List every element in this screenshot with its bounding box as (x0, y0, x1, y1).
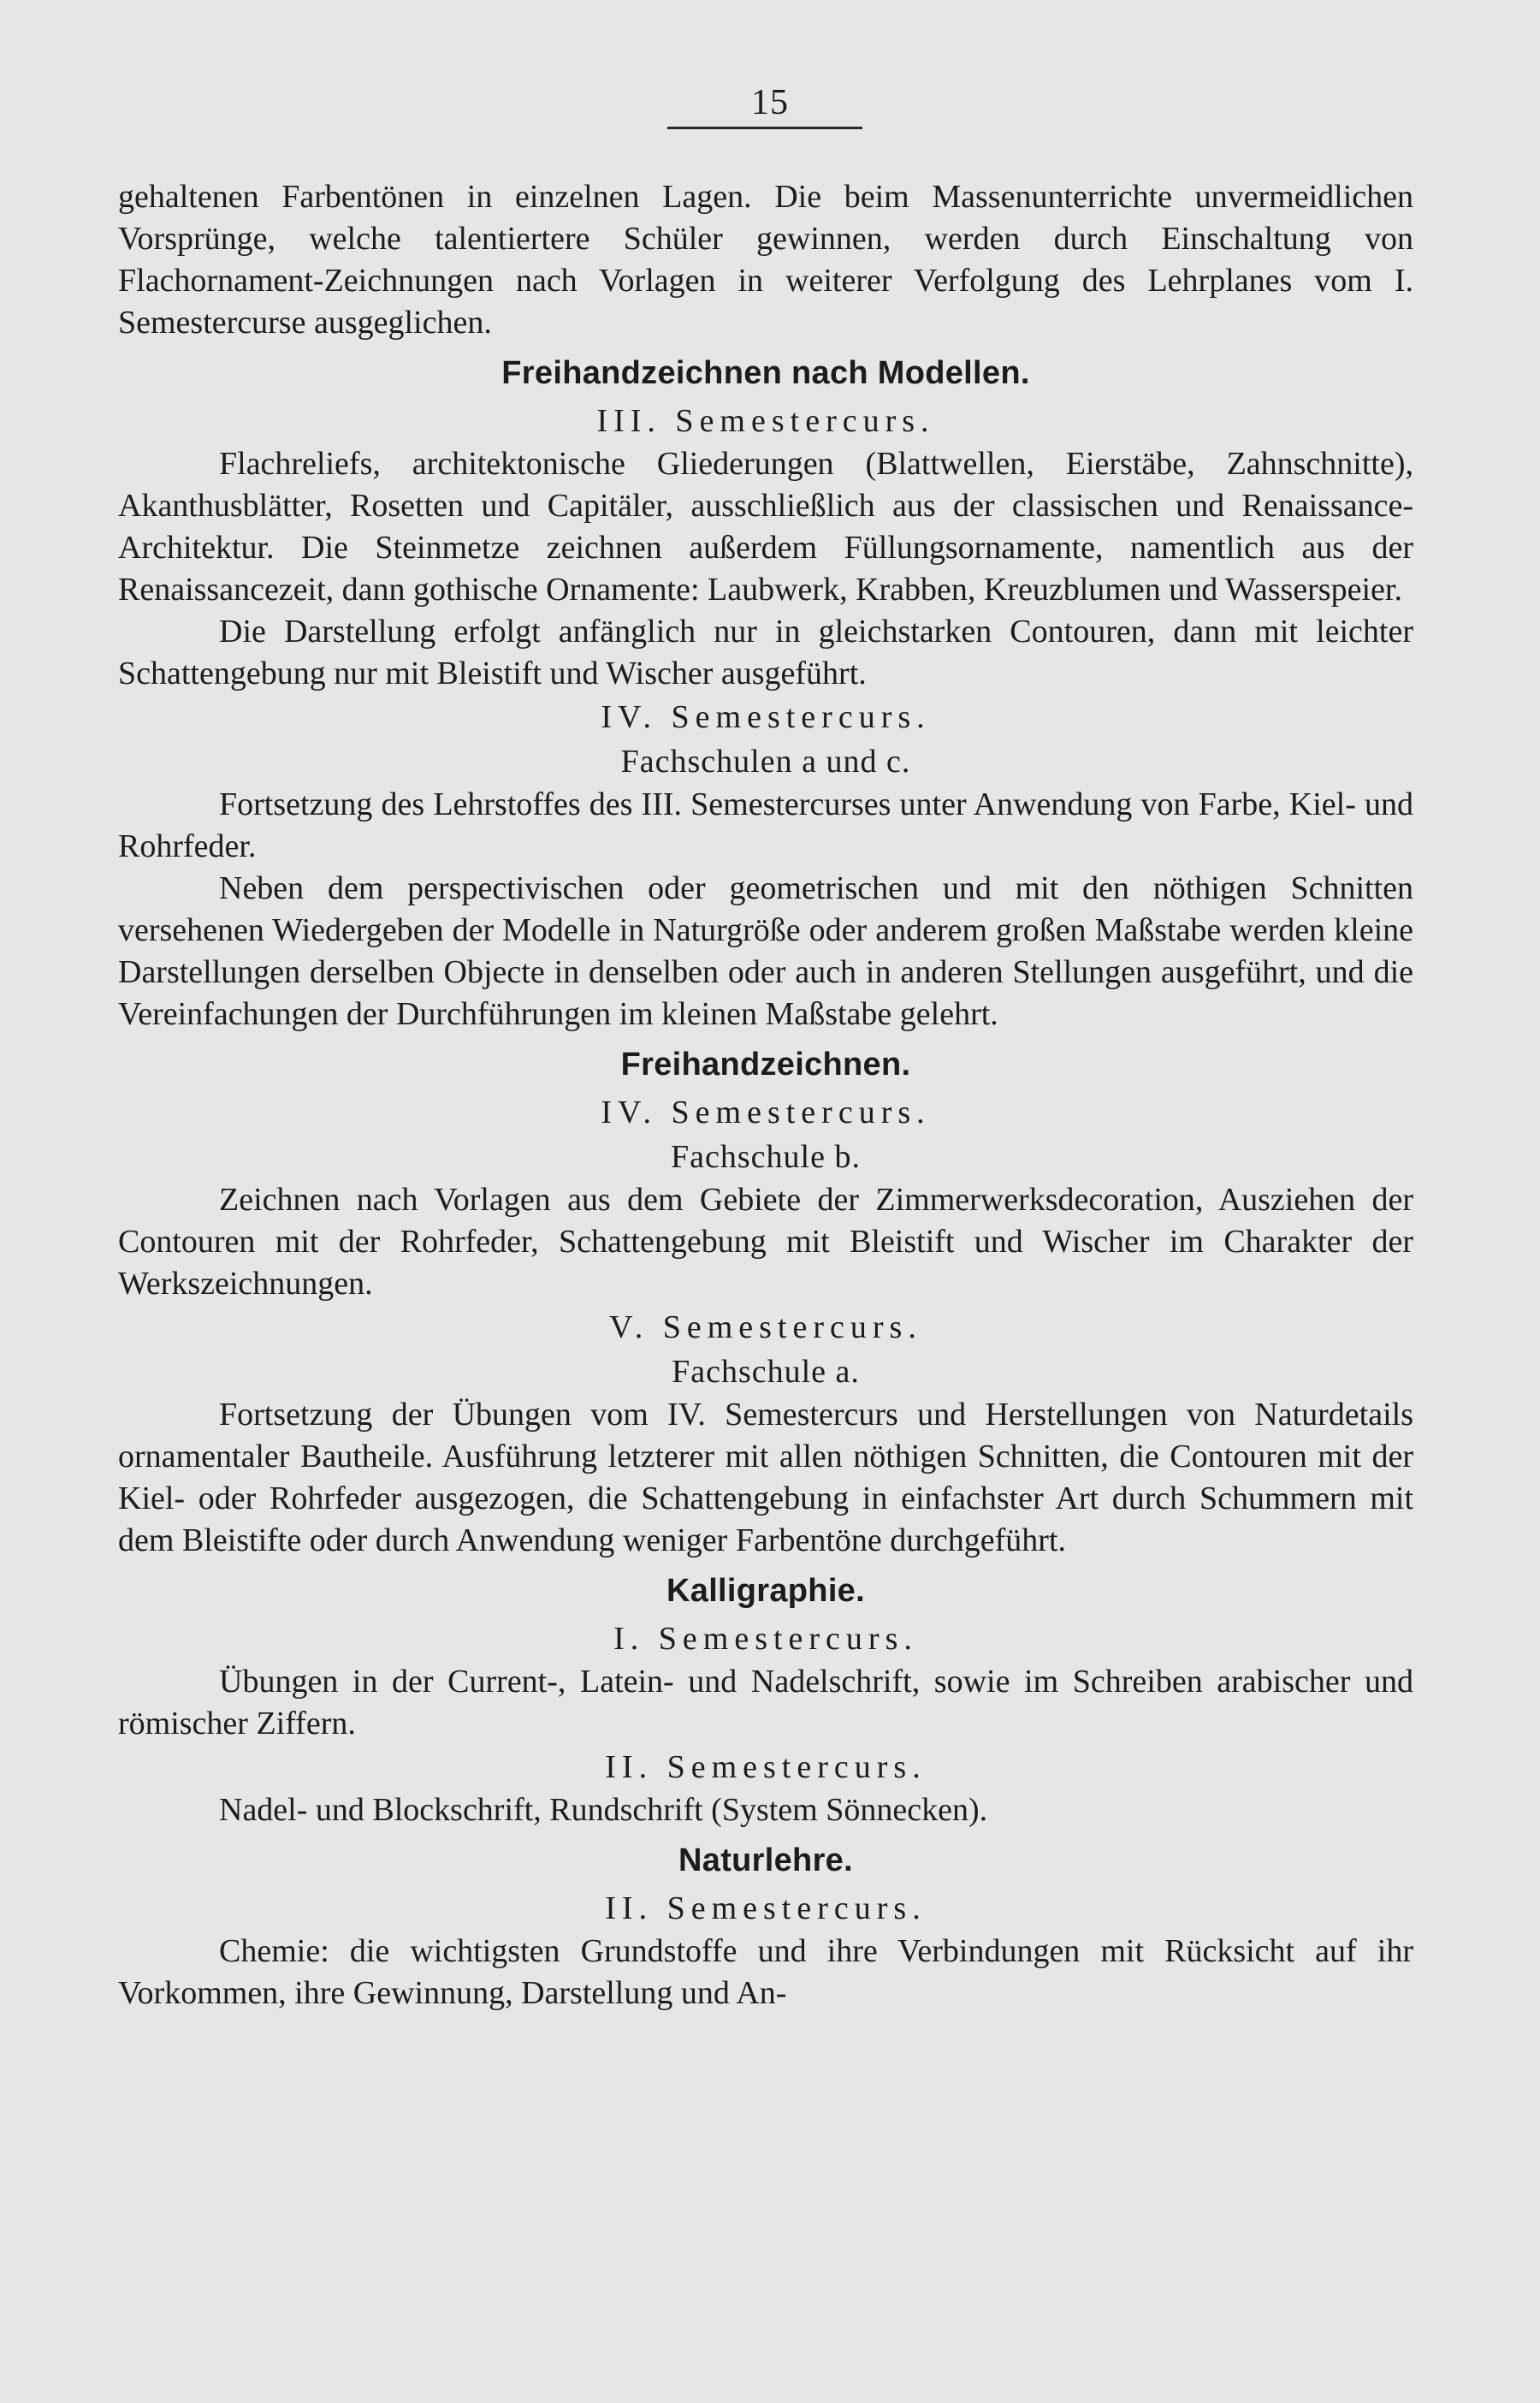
page-number: 15 (751, 83, 789, 122)
paragraph: Flachreliefs, architektonische Gliederungen (Blattwellen, Eierstäbe, Zahnschnitte), Akanthusblätter, Rosetten und Capitäler, ausschließlich aus der classischen und Renaissance-Architektur. Die Steinmetze zeichnen außerdem Füllungsornamente, namentlich aus der Renaissancezeit, dann gothische Ornamente: Laubwerk, Krabben, Kreuzblumen und Wasserspeier. (118, 446, 1413, 608)
paragraph: gehaltenen Farbentönen in einzelnen Lagen. Die beim Massenunterrichte unvermeidlichen Vorsprünge, welche talentiertere Schüler gewinnen, werden durch Einschaltung von Flachornament-Zeichnungen nach Vorlagen in weiterer Verfolgung des Lehrplanes vom I. Semestercurse ausgeglichen. (118, 179, 1413, 341)
paragraph: Fortsetzung der Übungen vom IV. Semestercurs und Herstellungen von Naturdetails ornamentaler Bautheile. Ausführung letzterer mit allen nöthigen Schnitten, die Contouren mit der Kiel- oder Rohrfeder ausgezogen, die Schattengebung in einfachster Art durch Schummern mit dem Bleistifte oder durch Anwendung weniger Farbentöne durchgeführt. (118, 1397, 1413, 1558)
section-heading: Freihandzeichnen nach Modellen. (501, 355, 1030, 391)
section-heading: Naturlehre. (678, 1842, 853, 1878)
semester-heading: II. Semestercurs. (605, 1890, 927, 1926)
semester-heading: IV. Semestercurs. (601, 1095, 931, 1130)
school-heading: Fachschule b. (671, 1139, 861, 1175)
semester-heading: II. Semestercurs. (605, 1749, 927, 1785)
section-heading: Freihandzeichnen. (620, 1047, 911, 1083)
semester-heading: IV. Semestercurs. (601, 699, 931, 735)
paragraph: Neben dem perspectivischen oder geometrischen und mit den nöthigen Schnitten versehenen Wiedergeben der Modelle in Naturgröße oder anderem großen Maßstabe werden kleine Darstellungen derselben Objecte in denselben oder auch in anderen Stellungen ausgeführt, und die Vereinfachungen der Durchführungen im kleinen Maßstabe gelehrt. (118, 870, 1413, 1032)
page-body (118, 176, 1413, 2014)
paragraph: Chemie: die wichtigsten Grundstoffe und ihre Verbindungen mit Rücksicht auf ihr Vorkommen, ihre Gewinnung, Darstellung und An- (118, 1933, 1413, 2011)
section-heading: Kalligraphie. (666, 1573, 865, 1609)
school-heading: Fachschulen a und c. (620, 744, 911, 780)
semester-heading: I. Semestercurs. (613, 1621, 918, 1657)
paragraph: Fortsetzung des Lehrstoffes des III. Semestercurses unter Anwendung von Farbe, Kiel- und Rohrfeder. (118, 786, 1413, 864)
paragraph: Übungen in der Current-, Latein- und Nadelschrift, sowie im Schreiben arabischer und römischer Ziffern. (118, 1664, 1413, 1741)
semester-heading: V. Semestercurs. (609, 1309, 922, 1345)
semester-heading: III. Semestercurs. (596, 403, 935, 439)
paragraph: Die Darstellung erfolgt anfänglich nur in gleichstarken Contouren, dann mit leichter Schattengebung nur mit Bleistift und Wischer ausgeführt. (118, 614, 1413, 691)
page-number-rule (667, 127, 862, 129)
paragraph: Zeichnen nach Vorlagen aus dem Gebiete der Zimmerwerksdecoration, Ausziehen der Contouren mit der Rohrfeder, Schattengebung mit Bleistift und Wischer im Charakter der Werkszeichnungen. (118, 1182, 1413, 1302)
paragraph: Nadel- und Blockschrift, Rundschrift (System Sönnecken). (219, 1792, 988, 1828)
school-heading: Fachschule a. (672, 1354, 860, 1390)
